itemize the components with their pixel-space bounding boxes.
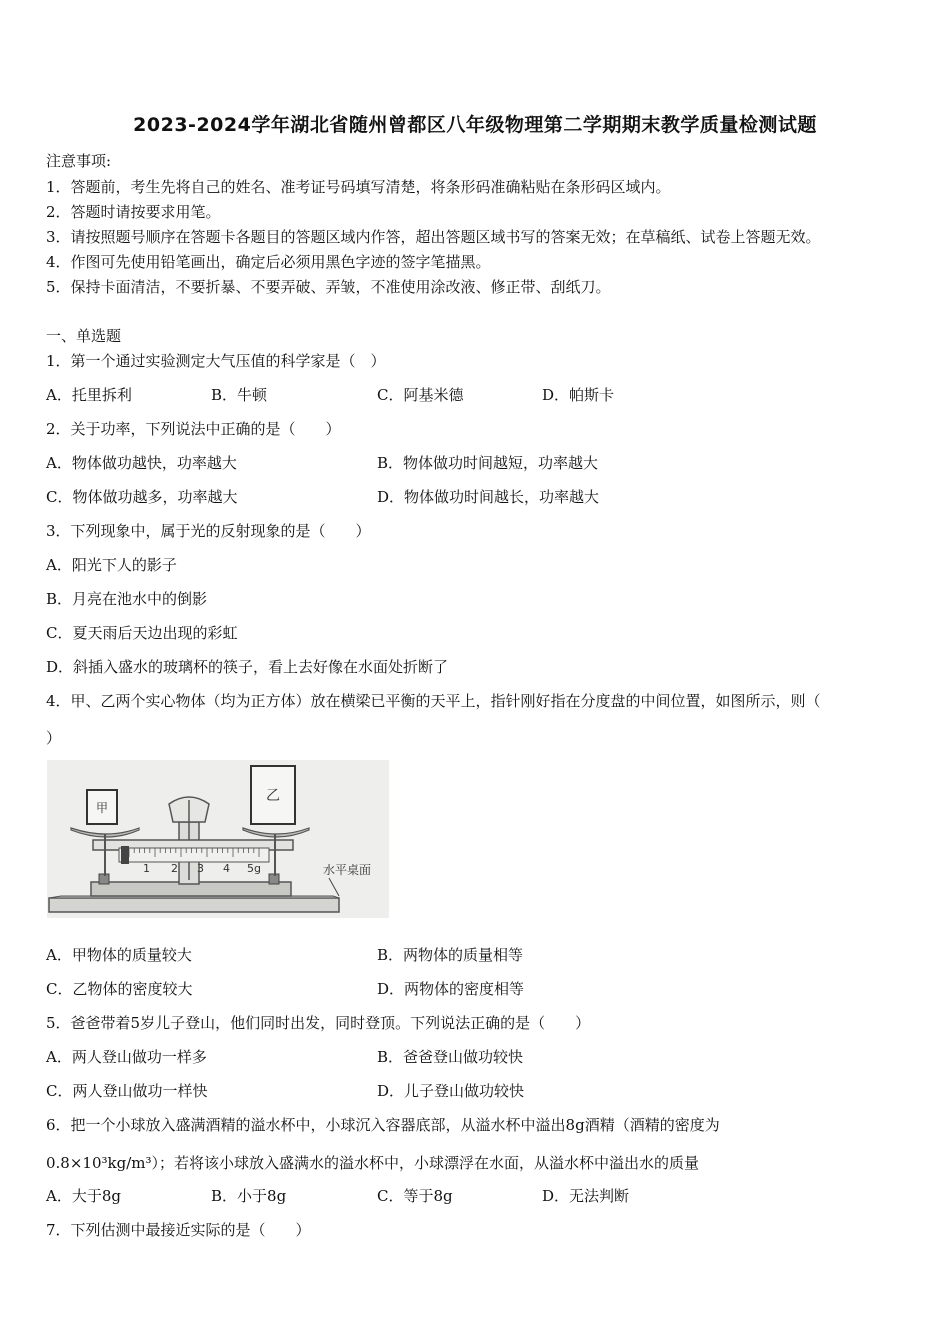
balance-figure — [47, 760, 389, 918]
q2-option-b: B．物体做功时间越短，功率越大 — [377, 454, 599, 472]
q1-option-c: C．阿基米德 — [377, 386, 464, 404]
scale-tick-label: 2 — [171, 862, 178, 875]
question-4-stem: 4．甲、乙两个实心物体（均为正方体）放在横梁已平衡的天平上，指针刚好指在分度盘的中间位置，如图所示，则（ — [46, 692, 821, 710]
q4-option-b: B．两物体的质量相等 — [377, 946, 524, 964]
q3-option-c: C．夏天雨后天边出现的彩虹 — [46, 624, 238, 642]
scale-tick-label: 3 — [197, 862, 204, 875]
q6-option-a: A．大于8g — [46, 1187, 121, 1205]
q5-option-c: C．两人登山做功一样快 — [46, 1082, 208, 1100]
q4-option-a: A．甲物体的质量较大 — [46, 946, 192, 964]
q2-option-c: C．物体做功越多，功率越大 — [46, 488, 238, 506]
notice-item: 1．答题前，考生先将自己的姓名、准考证号码填写清楚，将条形码准确粘贴在条形码区域内。 — [46, 178, 671, 196]
notice-item: 5．保持卡面清洁，不要折暴、不要弄破、弄皱，不准使用涂改液、修正带、刮纸刀。 — [46, 278, 611, 296]
notice-item: 4．作图可先使用铅笔画出，确定后必须用黑色字迹的签字笔描黑。 — [46, 253, 491, 271]
question-5-stem: 5．爸爸带着5岁儿子登山，他们同时出发，同时登顶。下列说法正确的是（ ） — [46, 1014, 591, 1032]
rider — [121, 846, 129, 864]
scale-tick-label: 1 — [143, 862, 150, 875]
q3-option-d: D．斜插入盛水的玻璃杯的筷子，看上去好像在水面处折断了 — [46, 658, 449, 676]
q6-option-d: D．无法判断 — [542, 1187, 630, 1205]
question-3-stem: 3．下列现象中，属于光的反射现象的是（ ） — [46, 522, 371, 540]
q6-option-b: B．小于8g — [211, 1187, 287, 1205]
block-jia-label: 甲 — [95, 801, 109, 815]
page-title: 2023-2024学年湖北省随州曾都区八年级物理第二学期期末教学质量检测试题 — [133, 114, 817, 136]
block-yi-label: 乙 — [266, 788, 280, 804]
q4-option-d: D．两物体的密度相等 — [377, 980, 525, 998]
scale-tick-label: 5g — [247, 862, 261, 875]
q5-option-d: D．儿子登山做功较快 — [377, 1082, 525, 1100]
scale-tick-label: 4 — [223, 862, 230, 875]
question-4-stem-cont: ） — [46, 729, 62, 747]
q2-option-d: D．物体做功时间越长，功率越大 — [377, 488, 600, 506]
notice-item: 3．请按照题号顺序在答题卡各题目的答题区域内作答，超出答题区域书写的答案无效；在草稿纸、试卷上答题无效。 — [46, 228, 821, 246]
table-surface — [49, 898, 339, 912]
q3-option-a: A．阳光下人的影子 — [46, 556, 177, 574]
section-heading: 一、单选题 — [46, 327, 122, 345]
balance-diagram — [47, 760, 389, 918]
notice-item: 2．答题时请按要求用笔。 — [46, 203, 221, 221]
q1-option-d: D．帕斯卡 — [542, 386, 615, 404]
q4-option-c: C．乙物体的密度较大 — [46, 980, 193, 998]
question-6-stem: 6．把一个小球放入盛满酒精的溢水杯中，小球沉入容器底部，从溢水杯中溢出8g酒精（酒精的密度为 — [46, 1116, 720, 1134]
q3-option-b: B．月亮在池水中的倒影 — [46, 590, 208, 608]
scale-ruler — [119, 848, 269, 862]
question-1-stem: 1．第一个通过实验测定大气压值的科学家是（ ） — [46, 352, 386, 370]
question-2-stem: 2．关于功率，下列说法中正确的是（ ） — [46, 420, 341, 438]
table-label: 水平桌面 — [323, 863, 372, 877]
q6-option-c: C．等于8g — [377, 1187, 453, 1205]
q5-option-b: B．爸爸登山做功较快 — [377, 1048, 524, 1066]
q1-option-b: B．牛顿 — [211, 386, 268, 404]
q1-option-a: A．托里拆利 — [46, 386, 132, 404]
question-7-stem: 7．下列估测中最接近实际的是（ ） — [46, 1221, 311, 1239]
question-6-stem-cont: 0.8×10³kg/m³）；若将该小球放入盛满水的溢水杯中，小球漂浮在水面，从溢水杯中溢出水的质量 — [46, 1154, 700, 1172]
q5-option-a: A．两人登山做功一样多 — [46, 1048, 207, 1066]
q2-option-a: A．物体做功越快，功率越大 — [46, 454, 237, 472]
notice-heading: 注意事项: — [46, 152, 112, 170]
